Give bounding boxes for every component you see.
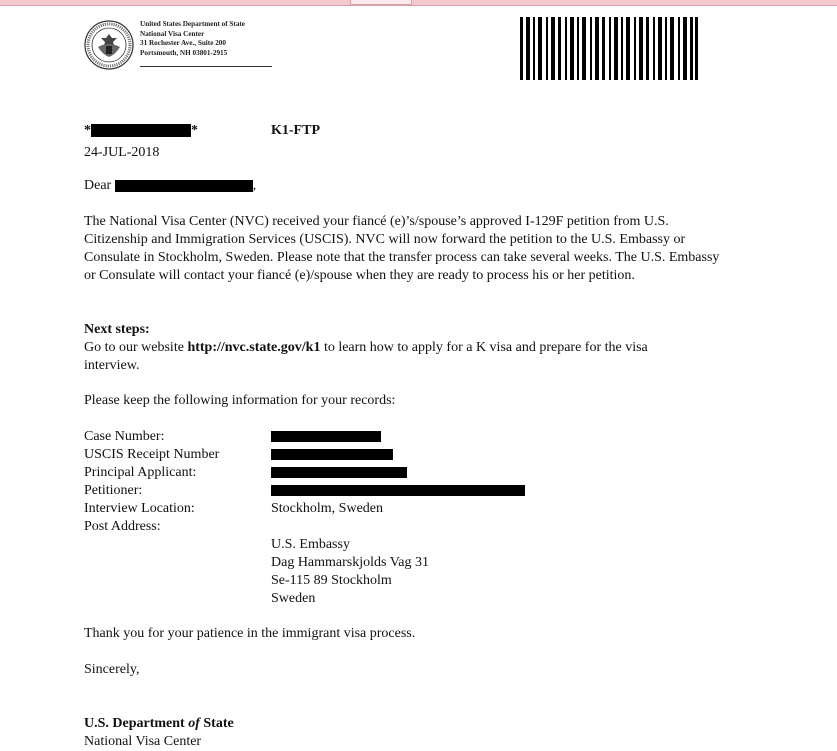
receipt-number-label: USCIS Receipt Number	[84, 447, 220, 462]
redacted-principal-applicant	[271, 467, 407, 478]
signature-dept-of: of	[188, 716, 200, 731]
body-paragraph: The National Visa Center (NVC) received your fiancé (e)’s/spouse’s approved I-129F petition from U.S. Citizenship and Immigration Services (USCIS). NVC will now forward the petition to the U.S. Embassy or Consulate in Stockholm, Sweden. Please note that the transfer process can take several weeks. The U.S. Embassy or Consulate will contact your fiancé (e)/spouse when they are ready to process his or her petition.	[84, 214, 720, 283]
letterhead-address	[140, 20, 272, 58]
sincerely-text: Sincerely,	[84, 662, 140, 677]
principal-applicant-label: Principal Applicant:	[84, 465, 197, 480]
department-seal-icon	[84, 20, 134, 70]
post-address-label: Post Address:	[84, 519, 161, 534]
redacted-case-number	[271, 431, 381, 442]
case-id-line: * *	[84, 123, 198, 138]
thank-you-text: Thank you for your patience in the immigrant visa process.	[84, 626, 416, 641]
receipt-number-value	[271, 446, 393, 464]
next-steps-suffix: to learn how to apply for a K visa and prepare for the visa interview.	[84, 340, 648, 373]
barcode	[520, 17, 698, 80]
redacted-receipt-number	[271, 449, 393, 460]
redacted-case-id	[91, 124, 191, 137]
agency-line: 31 Rochester Ave., Suite 200	[140, 39, 226, 48]
redacted-recipient-name	[115, 180, 253, 192]
principal-applicant-value	[271, 464, 407, 482]
letter-date: 24-JUL-2018	[84, 145, 160, 160]
petitioner-value	[271, 482, 525, 500]
petitioner-label: Petitioner:	[84, 483, 143, 498]
next-steps-heading: Next steps:	[84, 322, 150, 337]
case-tag: K1-FTP	[271, 123, 320, 138]
nvc-k1-link[interactable]: http://nvc.state.gov/k1	[187, 340, 321, 355]
agency-line: National Visa Center	[140, 29, 205, 38]
salutation-word: Dear	[84, 178, 112, 193]
post-address-line: Se-115 89 Stockholm	[271, 573, 392, 588]
next-steps-prefix: Go to our website	[84, 340, 188, 355]
post-address-line: Sweden	[271, 591, 316, 606]
signature-dept-part: U.S. Department	[84, 716, 189, 731]
redacted-petitioner-name	[271, 485, 525, 496]
signature-department	[84, 715, 234, 733]
window-tab	[350, 0, 412, 5]
next-steps-text	[84, 339, 694, 375]
post-address-line: U.S. Embassy	[271, 537, 350, 552]
case-number-label: Case Number:	[84, 429, 165, 444]
window-top-bar	[0, 0, 837, 6]
salutation: Dear ,	[84, 178, 257, 193]
keep-info-text: Please keep the following information for your records:	[84, 393, 396, 408]
agency-line: United States Department of State	[140, 20, 245, 28]
interview-location-value: Stockholm, Sweden	[271, 501, 383, 516]
letterhead-rule	[140, 66, 272, 67]
agency-line: Portsmouth, NH 03801-2915	[140, 48, 228, 57]
signature-center: National Visa Center	[84, 734, 202, 749]
signature-dept-part: State	[199, 716, 234, 731]
post-address-line: Dag Hammarskjolds Vag 31	[271, 555, 429, 570]
interview-location-label: Interview Location:	[84, 501, 195, 516]
case-number-value	[271, 428, 381, 446]
